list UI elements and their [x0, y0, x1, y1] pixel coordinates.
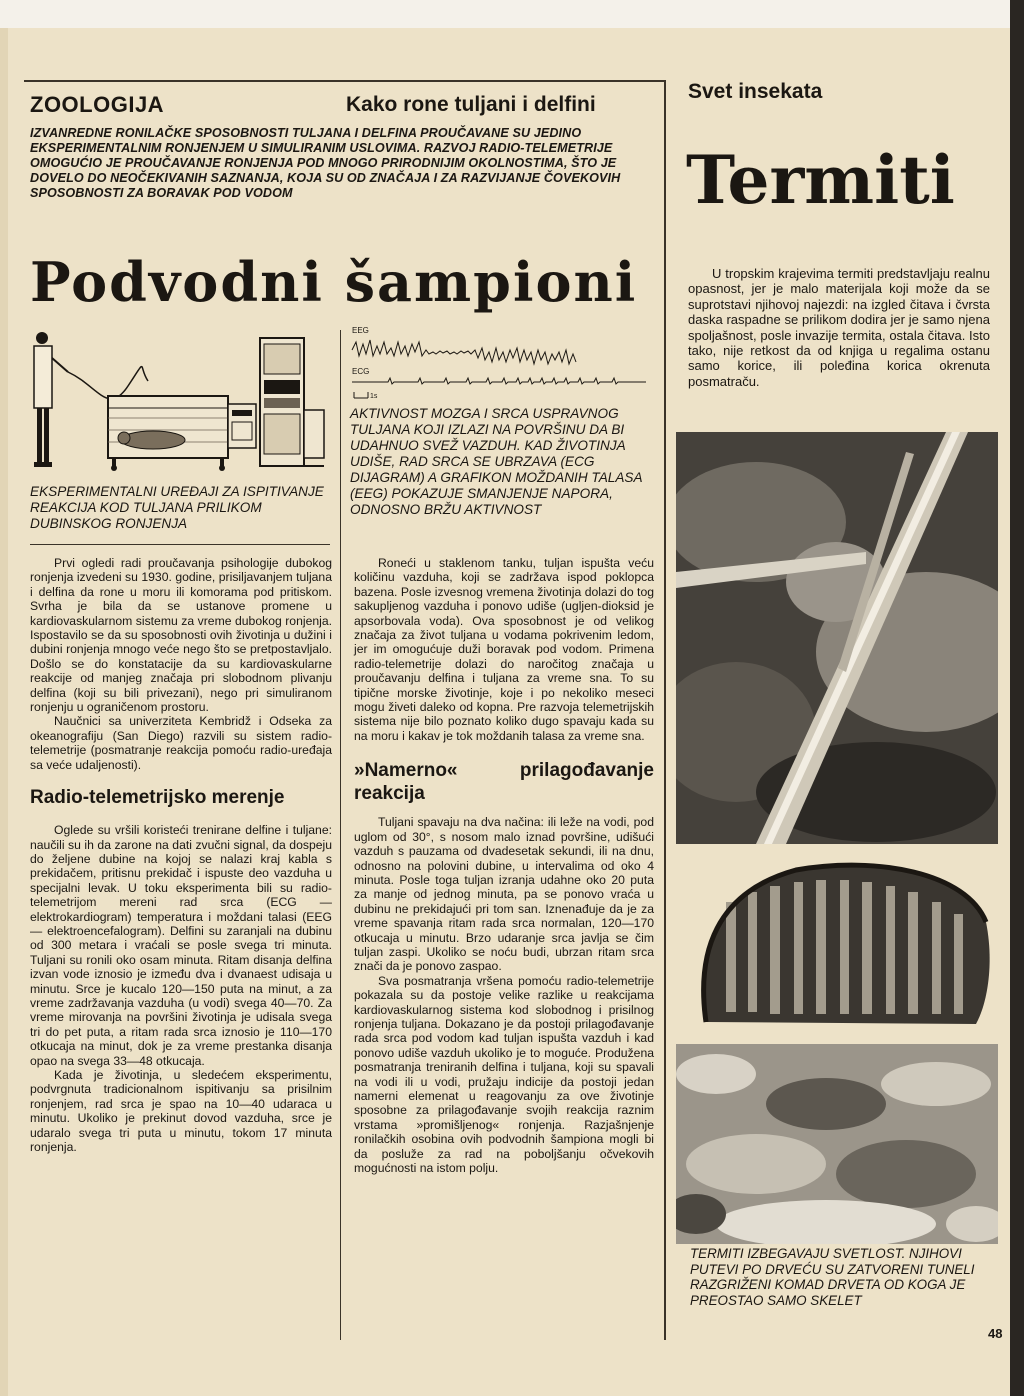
apparatus-caption: EKSPERIMENTALNI UREĐAJI ZA ISPITIVANJE REAKCIJA KOD TULJANA PRILIKOM DUBINSKOG RONJENJA — [30, 484, 324, 531]
page-binding-shadow — [1010, 0, 1024, 1396]
termite-branch-image — [676, 432, 998, 844]
col2-subhead: »Namerno« prilagođavanje reakcija — [354, 760, 654, 805]
col1-paragraph-2: Naučnici sa univerziteta Kembridž i Odseka za okeanografiju (San Diego) razvili su sistem radio-telemetrije (posmatranje reakcija pomoću radio-uređaja sa veće udaljenosti). — [30, 714, 332, 772]
col2-paragraph-1: Roneći u staklenom tanku, tuljan ispušta veću količinu vazduha, koji se zadržava ispod poklopca bazena. Posle izvesnog vremena životinja dolazi do tog sakupljenog vazduha i ponovo udiše (ugljen-dioksid je apsorbovala voda). Ova sposobnost je od velikog značaja za život tuljana u vodama pokrivenim ledom, jer im omogućuje duži boravak pod vodom. Primena radio-telemetrije dolazi do naročitog značaja u proučavanju delfina i tuljana za vreme sna. To su tipične morske životinje, koje i po nekoliko meseci mogu živeti daleko od kopna. Pre razvoja telemetrijskih sistema nije bilo poznato koliko dugo spavaju kada su na moru i kakav je tok moždanih talasa za vreme sna. — [354, 556, 654, 743]
page-number: 48 — [988, 1326, 1003, 1341]
termite-caption: TERMITI IZBEGAVAJU SVETLOST. NJIHOVI PUTEVI PO DRVEĆU SU ZATVORENI TUNELI RAZGRIŽENI KOMAD DRVETA OD KOGA JE PREOSTAO SAMO SKELET — [690, 1246, 975, 1308]
eeg-ecg-figure — [348, 322, 650, 402]
col1-paragraph-3: Oglede su vršili koristeći trenirane delfine i tuljane: naučili su ih da zarone na dati zvučni signal, da dospeju do željene dubine na kojoj se nalazi kraj kabla s prekidačem, pritisnu prekidač i ispuste deo vazduha u specijalni levak. U toku eksperimenta bili su radio-telemetrijom mereni rad srca (ECG — elektrokardiogram) temperatura i moždani talasi (EEG — elektroencefalogram). Delfini su zaranjali na dubinu od 300 metara i vraćali se posle svega tri minuta. Tuljani su ronili oko osam minuta. Ritam disanja delfina izvan vode iznosio je između dva i dvanaest udisaja u minutu. Srce je kucalo 120—150 puta na minut, a za vreme zadržavanja vazduha (u vodi) svega 40—70. Za vreme mirovanja na površini životinja je udisala svega tri do pet puta, a ritam rada srca iznosio je 110—170 otkucaja na minut, dok je za vreme prestanka disanja opao na svega 33—48 otkucaja. — [30, 823, 332, 1068]
right-intro — [688, 266, 990, 389]
article-kicker: Kako rone tuljani i delfini — [346, 93, 596, 116]
traces-caption: AKTIVNOST MOZGA I SRCA USPRAVNOG TULJANA KOJI IZLAZI NA POVRŠINU DA BI UDAHNUO SVEŽ VAZDUH. KAD ŽIVOTINJA UDIŠE, RAD SRCA SE UBRZAVA (ECG DIJAGRAM) A GRAFIKON MOŽDANIH TALASA (EEG) POKAZUJE SMANJENJE NAPORA, ODNOSNO BRŽU AKTIVNOST — [350, 406, 643, 517]
col2-paragraph-3: Sva posmatranja vršena pomoću radio-telemetrije pokazala su da postoje velike razlike u reakcijama kardiovaskularnog sistema kod slobodnog i prisilnog ronjenja tuljana. Dokazano je da postoji prilagođavanje rada srca pod vodom kad tuljan ispušta vazduh i kad ponovo udiše vazduh ukoliko je to moguće. Produžena posmatranja treniranih delfina i tuljana, koji su spavali na vodi ili u vodi, pružaju indicije da postoji jedan namerni elemenat u reagovanju za ove životinje sposobne za prilagođavanje svojih reakcija raznim vrstama »promišljenog« ronjenja. Razjašnjenje ronilačkih osobina ovih podvodnih šampiona mogli bi da posluže za rad na poboljšanju očvekovih mogućnosti na istom polju. — [354, 973, 654, 1176]
eeg-ecg-traces — [348, 322, 650, 402]
termite-soil-image — [676, 1044, 998, 1244]
wood-skeleton-image — [676, 852, 998, 1032]
article-headline: Podvodni šampioni — [30, 250, 638, 314]
section-label: ZOOLOGIJA — [30, 92, 165, 117]
col1-rule — [30, 544, 330, 545]
column-1 — [30, 556, 332, 1154]
wood-skeleton-photo — [676, 852, 998, 1032]
col2-paragraph-2: Tuljani spavaju na dva načina: ili leže na vodi, pod uglom od 30°, s nosom malo iznad površine, udišući vazduh s pauzama od dvadesetak sekundi, ili na dnu, odnosno na polovini dubine, u intervalima od oko 4 minuta. Posle toga tuljan izranja udahne oko 20 puta za manje od jednog minuta, pa se ponovo vraća u dubinu ne prekidajući pri tom san. Iznenađuje da je za vreme spavanja ritam rada srca normalan, 120—170 otkucaja u minutu. Brzo udaranje srca javlja se čim tuljan zaspi. Ukoliko se noću budi, ubrzan ritam srca znači da je ponovo zaspao. — [354, 815, 654, 974]
apparatus-illustration — [28, 326, 328, 476]
article-lead: IZVANREDNE RONILAČKE SPOSOBNOSTI TULJANA I DELFINA PROUČAVANE SU JEDINO EKSPERIMENTALNIM RONJENJEM U SIMULIRANIM USLOVIMA. RAZVOJ RADIO-TELEMETRIJE OMOGUĆIO JE PROUČAVANJE RONJENJA POD MNOGO PRIRODNIJIM OKOLNOSTIMA, ŠTO JE DOVELO DO NEOČEKIVANIH SAZNANJA, KOJA SU OD ZNAČAJA I ZA RAZVIJANJE ČOVEKOVIH SPOSOBNOSTI ZA BORAVAK POD VODOM — [30, 126, 621, 200]
article-divider-rule — [664, 80, 666, 1340]
col1-paragraph-4: Kada je životinja, u sledećem eksperimentu, podvrgnuta tradicionalnom ispitivanju sa prisilnim ronjenjem, rad srca je spao na 10—40 udaraca u minutu. Ukoliko je prekinut dovod vazduha, srce je udaralo svega tri puta u minutu, tokom 17 minuta ronjenja. — [30, 1068, 332, 1155]
column-2 — [354, 556, 654, 1175]
ecg-label: ECG — [352, 367, 370, 376]
right-headline: Termiti — [686, 141, 955, 219]
termite-branch-photo — [676, 432, 998, 844]
col1-subhead: Radio-telemetrijsko merenje — [30, 787, 285, 809]
right-intro-paragraph: U tropskim krajevima termiti predstavljaju realnu opasnost, jer je malo materijala koji može da se suprotstavi njihovoj najezdi: na izgled čitava i čvrsta daska raspadne se prilikom dodira jer je samo njena spoljašnost, posle invazije termita, ostala čitava. Isto tako, nije retkost da od knjiga u regalima ostanu samo korice, ili poleđina korica okrenuta posmatraču. — [688, 266, 990, 389]
column-rule — [340, 330, 341, 1340]
page-edge-top — [0, 0, 1024, 28]
apparatus-drawing — [28, 326, 328, 476]
scale-label: 1s — [370, 393, 378, 400]
right-section-label: Svet insekata — [688, 80, 823, 103]
eeg-label: EEG — [352, 326, 369, 335]
col1-paragraph-1: Prvi ogledi radi proučavanja psihologije dubokog ronjenja izvedeni su 1930. godine, prisiljavanjem tuljana i delfina da rone u moru ili komorama pod pritiskom. Svrha je bila da se ustanove promene u kardiovaskularnom sistemu za vreme dubokog ronjenja. Ispostavilo se da su sposobnosti ovih životinja u dužini i dubini ronjenja mnogo veće nego što se pretpostavljalo. Došlo se do konstatacije da su kardiovaskularne reakcije od manjeg značaja pri slobodnom plivanju delfina (koji su bili privezani), nego pri simuliranom ronjenju u ograničenom prostoru. — [30, 556, 332, 715]
page-edge-left — [0, 28, 8, 1396]
top-rule — [24, 80, 666, 82]
termite-soil-photo — [676, 1044, 998, 1244]
